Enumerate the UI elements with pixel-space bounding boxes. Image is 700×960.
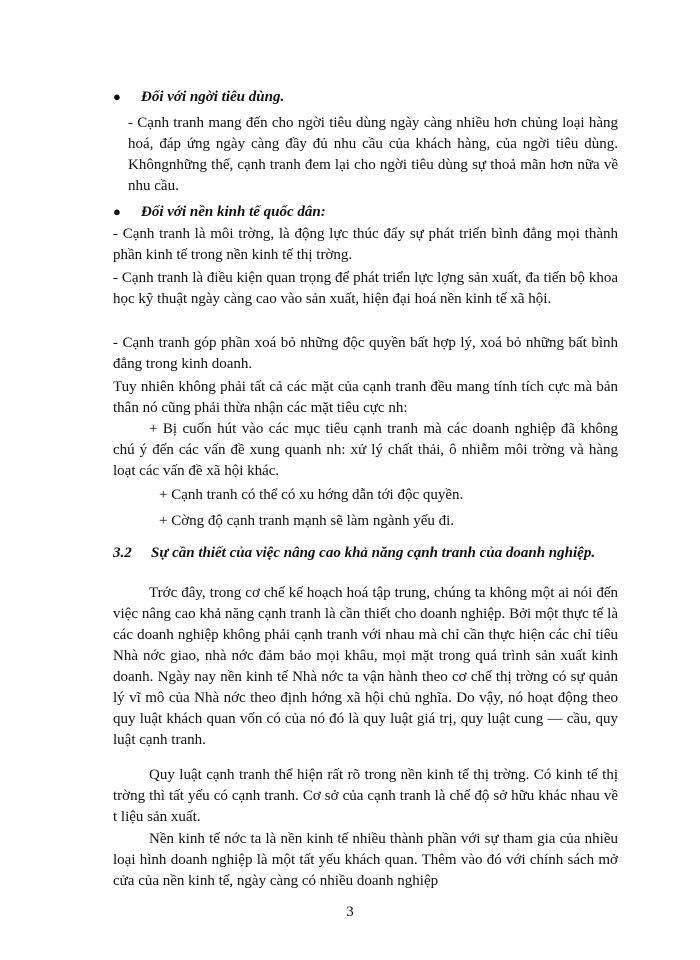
paragraph-however: Tuy nhiên không phải tất cả các mặt của cạnh tranh đều mang tính tích cực mà bản thân nó cũng phải thừa nhận các mặt tiêu cực nh: (113, 379, 618, 416)
paragraph-consumers: - Cạnh tranh mang đến cho ngời tiêu dùng ngày càng nhiều hơn chủng loại hàng hoá, đáp ứng ngày càng đầy đủ nhu cầu của khách hàng, của ngời tiêu dùng. Khôngnhững thế, cạnh tranh đem lại cho ngời tiêu dùng sự thoả mãn hơn nữa về nhu cầu. (128, 115, 618, 194)
heading-economy: ● Đối với nền kinh tế quốc dân: (113, 201, 618, 223)
paragraph-economy-2: - Cạnh tranh là điều kiện quan trọng để phát triển lực lợng sản xuất, đa tiến bộ khoa học kỹ thuật ngày càng cao vào sản xuất, hiện đại hoá nền kinh tế xã hội. (113, 270, 618, 307)
negative-item-3: + Cờng độ cạnh tranh mạnh sẽ làm ngành yếu đi. (159, 513, 455, 529)
section-number: 3.2 (113, 545, 132, 561)
page-number: 3 (346, 904, 354, 920)
section-3-2-heading (113, 543, 618, 564)
paragraph-economy-1: - Cạnh tranh là môi trờng, là động lực thúc đẩy sự phát triển bình đẳng mọi thành phần kinh tế trong nền kinh tế thị trờng. (113, 226, 618, 263)
heading-consumers: ● Đối với ngời tiêu dùng. (113, 86, 618, 108)
bullet-icon: ● (113, 89, 121, 104)
negative-item-1: + Bị cuốn hút vào các mục tiêu cạnh tranh mà các doanh nghiệp đã không chú ý đến các vấn đề xung quanh nh: xử lý chất thải, ô nhiễm môi trờng và hàng loạt các vấn đề xã hội khác. (113, 421, 618, 479)
bullet-icon: ● (113, 204, 121, 219)
paragraph-economy-3: - Cạnh tranh góp phần xoá bỏ những độc quyền bất hợp lý, xoá bỏ những bất bình đẳng trong kinh doanh. (113, 335, 618, 372)
negative-item-2: + Cạnh tranh có thể có xu hớng dẫn tới độc quyền. (159, 487, 464, 503)
paragraph-before: Trớc đây, trong cơ chế kế hoạch hoá tập trung, chúng ta không một ai nói đến việc nâng cao khả năng cạnh tranh là cần thiết cho doanh nghiệp. Bởi một thực tế là các doanh nghiệp không phải cạnh tranh với nhau mà chỉ cần thực hiện các chỉ tiêu Nhà nớc giao, nhà nớc đảm bảo mọi khâu, mọi mặt trong quá trình sản xuất kinh doanh. Ngày nay nền kinh tế Nhà nớc ta vận hành theo cơ chế thị trờng có sự quản lý vĩ mô của Nhà nớc theo định hớng xã hội chủ nghĩa. Do vậy, nó hoạt động theo quy luật khách quan vốn có của nó đó là quy luật giá trị, quy luật cung — cầu, quy luật cạnh tranh. (113, 585, 618, 748)
paragraph-multi-sector: Nền kinh tế nớc ta là nền kinh tế nhiều thành phần với sự tham gia của nhiều loại hình doanh nghiệp là một tất yếu khách quan. Thêm vào đó với chính sách mở cửa của nền kinh tế, ngày càng có nhiều doanh nghiệp (113, 831, 618, 889)
paragraph-competition-law: Quy luật cạnh tranh thể hiện rất rõ trong nền kinh tế thị trờng. Có kinh tế thị trờng thì tất yếu có cạnh tranh. Cơ sở của cạnh tranh là chế độ sở hữu khác nhau về t liệu sản xuất. (113, 767, 618, 825)
section-title: Sự cần thiết của việc nâng cao khả năng cạnh tranh của doanh nghiệp. (151, 545, 596, 561)
